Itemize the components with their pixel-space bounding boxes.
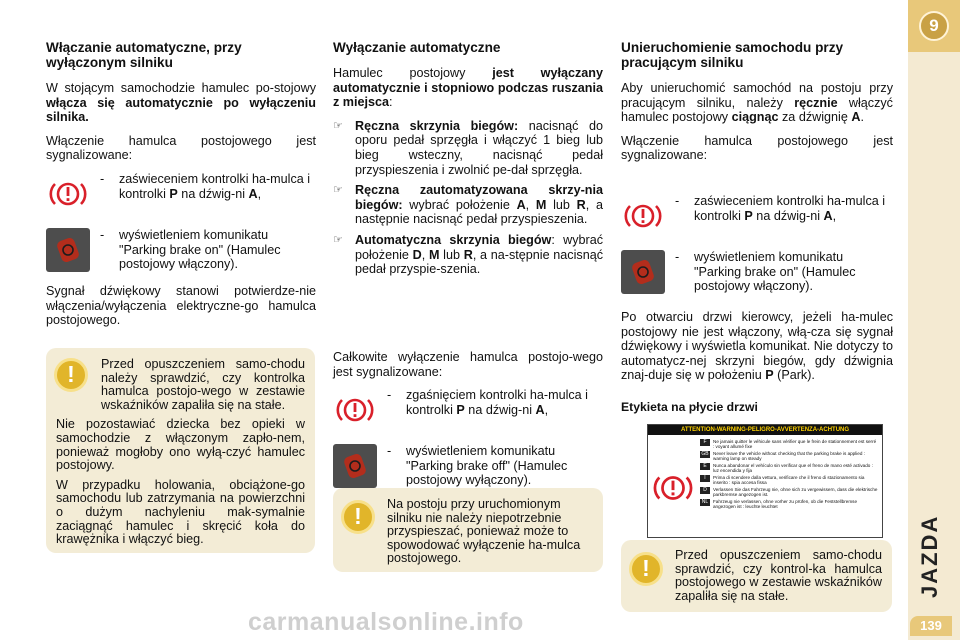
- parking-display-icon: [621, 250, 665, 294]
- brake-warning-icon: [46, 172, 90, 216]
- brake-warning-icon: [652, 467, 694, 509]
- callout-text: Przed opuszczeniem samo-chodu sprawdzić, czy kontrol-ka hamulca postojowego w zestawie wskaźników zapaliła się na stałe.: [675, 548, 882, 603]
- chapter-badge-icon: 9: [919, 11, 949, 41]
- list-item: ☞ Ręczna zautomatyzowana skrzy-nia biegów: wybrać położenie A, M lub R, a następnie nacisnąć pedał przyspieszenia.: [333, 183, 604, 227]
- section-title: Unieruchomienie samochodu przy pracującym silniku: [621, 40, 844, 70]
- door-label-row: D Verlassen Sie das Fahrzeug nie, ohne sich zu vergewissern, dass die elektrische parkbremse angezogen ist.: [700, 487, 878, 497]
- warning-exclamation-icon: !: [629, 552, 663, 586]
- indicator-item: - wyświetleniem komunikatu "Parking brake off" (Hamulec postojowy wyłączony).: [333, 444, 603, 490]
- gearbox-list: [333, 119, 603, 277]
- indicator-item: - zgaśnięciem kontrolki ha-mulca i kontrolki P na dźwig-ni A,: [333, 388, 603, 434]
- indicator-text: wyświetleniem komunikatu "Parking brake on" (Hamulec postojowy włączony).: [119, 227, 281, 272]
- indicator-text: zgaśnięciem kontrolki ha-mulca i kontrolki P na dźwig-ni A,: [406, 388, 588, 417]
- parking-display-icon: [333, 444, 377, 488]
- warning-callout: [46, 348, 315, 553]
- paragraph: Po otwarciu drzwi kierowcy, jeżeli ha-mulec postojowy nie jest włączony, włą-cza się sygnał dźwiękowy i wyświetla komunikat. Nie dotyczy to automatycz-nej skrzyni biegów, gdy dźwignia znaj-duje się w położeniu P (Park).: [621, 309, 893, 383]
- door-label-image: [647, 424, 883, 538]
- indicator-item: - wyświetleniem komunikatu "Parking brake on" (Hamulec postojowy włączony).: [621, 250, 893, 296]
- door-label-rows: [700, 439, 878, 533]
- page-number: 139: [910, 616, 952, 636]
- list-item: ☞ Automatyczna skrzynia biegów: wybrać położenie D, M lub R, a na-stępnie nacisnąć pedał przyspie-szenia.: [333, 232, 603, 277]
- column-auto-release: [333, 40, 603, 283]
- section-title: Włączanie automatyczne, przy wyłączonym silniku: [46, 40, 242, 70]
- paragraph: Całkowite wyłączenie hamulca postojo-wego jest sygnalizowane:: [333, 350, 603, 379]
- paragraph: W stojącym samochodzie hamulec po-stojowy włącza się automatycznie po wyłączeniu silnika.: [46, 81, 316, 125]
- paragraph: Włączenie hamulca postojowego jest sygnalizowane:: [46, 133, 316, 163]
- chapter-title: JAZDA: [917, 514, 942, 598]
- paragraph: Hamulec postojowy jest wyłączany automatycznie i stopniowo podczas ruszania z miejsca:: [333, 66, 603, 110]
- release-signal-block: [333, 350, 603, 500]
- door-label-row: I Prima di scendere dalla vettura, verificare che il freno di stazionamento sia inserito : spia accesa fissa: [700, 475, 878, 485]
- door-label-row: E Nunca abandonar el vehículo sin verificar que el freno de mano esté activado : luz encendida y fija: [700, 463, 878, 473]
- indicator-text: zaświeceniem kontrolki ha-mulca i kontrolki P na dźwig-ni A,: [119, 171, 311, 201]
- indicator-text: wyświetleniem komunikatu "Parking brake on" (Hamulec postojowy włączony).: [694, 249, 856, 294]
- door-label-header: ATTENTION-WARNING-PELIGRO-AVVERTENZA-ACHTUNG: [648, 425, 882, 435]
- label-caption: Etykieta na płycie drzwi: [621, 399, 758, 414]
- indicator-item: - zaświeceniem kontrolki ha-mulca i kontrolki P na dźwig-ni A,: [621, 194, 893, 240]
- brake-warning-icon: [621, 194, 665, 238]
- door-label-row: GB Never leave the vehicle without checking that the parking brake is applied : warning lamp on steady: [701, 450, 865, 462]
- indicator-item: - wyświetleniem komunikatu "Parking brake on" (Hamulec postojowy włączony).: [46, 228, 316, 274]
- door-label-row: F Ne jamais quitter le véhicule sans vérifier que le frein de stationnement est serré : voyant allumé fixe: [700, 439, 878, 449]
- paragraph: Włączenie hamulca postojowego jest sygnalizowane:: [621, 133, 893, 163]
- warning-callout: [621, 540, 892, 612]
- callout-text: Nie pozostawiać dziecka bez opieki w samochodzie z włączonym zapło-nem, ponieważ mogłoby ono wyłą-czyć hamulec postojowy.: [56, 417, 305, 473]
- door-label-row: NL Fahrzeug nie verlassen, ohne vorher zu prüfen, ob die Feststellbremse angezogen ist : leuchte leuchtet: [701, 498, 858, 509]
- callout-text: Na postoju przy uruchomionym silniku nie należy niepotrzebnie przyspieszać, ponieważ może to spowodować wyłączenie ha-mulca postojowego.: [387, 497, 581, 566]
- paragraph: Aby unieruchomić samochód na postoju przy pracującym silniku, należy ręcznie włączyć hamulec postojowy ciągnąc za dźwignię A.: [621, 81, 893, 125]
- brake-warning-icon: [333, 388, 377, 432]
- indicator-item: - zaświeceniem kontrolki ha-mulca i kontrolki P na dźwig-ni A,: [46, 172, 316, 218]
- callout-text: Przed opuszczeniem samo-chodu należy sprawdzić, czy kontrolka hamulca postojo-wego w zestawie wskaźników zapaliła się na stałe.: [101, 357, 305, 412]
- paragraph: Sygnał dźwiękowy stanowi potwierdze-nie włączenia/wyłączenia elektryczne-go hamulca postojowego.: [46, 283, 316, 328]
- column-auto-engage: [46, 40, 316, 337]
- watermark: carmanualsonline.info: [248, 608, 524, 636]
- column-immobilize: [621, 40, 893, 415]
- callout-text: W przypadku holowania, obciążone-go samochodu lub zatrzymania na powierzchni o dużym nachyleniu mak-symalnie zaciągnąć hamulec i skręcić koła do krawężnika i włączyć bieg.: [56, 477, 305, 547]
- chapter-badge: [908, 0, 960, 52]
- warning-callout: [333, 488, 603, 572]
- indicator-text: wyświetleniem komunikatu "Parking brake off" (Hamulec postojowy wyłączony).: [406, 444, 568, 488]
- parking-display-icon: [46, 228, 90, 272]
- section-title: Wyłączanie automatyczne: [333, 40, 501, 55]
- indicator-text: zaświeceniem kontrolki ha-mulca i kontrolki P na dźwig-ni A,: [694, 193, 886, 223]
- warning-exclamation-icon: !: [341, 500, 375, 534]
- list-item: ☞ Ręczna skrzynia biegów: nacisnąć do oporu pedał sprzęgła i włączyć 1 bieg lub bieg wsteczny, nacisnąć pedał przyspieszenia i zwolnić pe-dał sprzęgła.: [333, 118, 603, 177]
- warning-exclamation-icon: !: [54, 358, 88, 392]
